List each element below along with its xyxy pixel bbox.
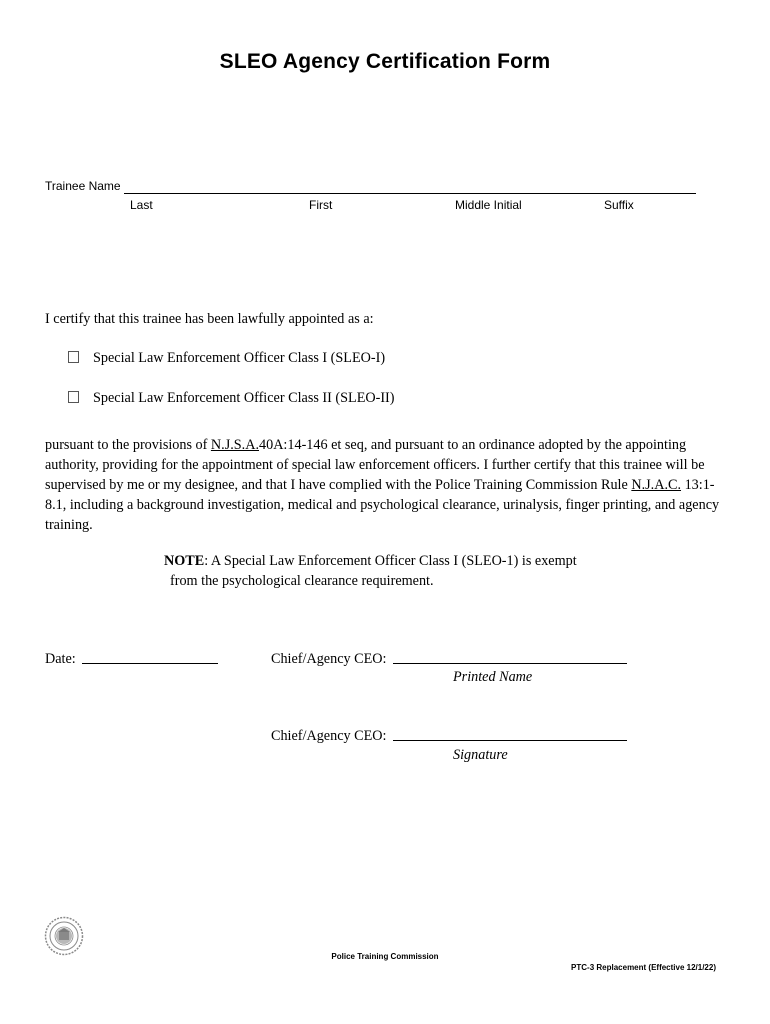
option-sleo-1[interactable] [68, 348, 385, 368]
note-line-1 [164, 551, 684, 571]
printed-name-caption: Printed Name [453, 669, 533, 685]
note-block [164, 551, 684, 591]
option-sleo-1-label: Special Law Enforcement Officer Class I (SLEO-I) [93, 350, 386, 366]
sublabel-suffix: Suffix [604, 198, 634, 212]
paragraph-part-2: 40A:14-146 et seq, and pursuant to an ordinance adopted by the appointing authority, providing for the appointment of special law enforcement officers. I further certify that this trainee will be supervised by me or my designee, and that I have complied with the Police Training Commission Rule [45, 437, 705, 493]
ceo-label-printed: Chief/Agency CEO: [271, 651, 387, 667]
ceo-signature-field[interactable] [393, 726, 627, 741]
note-text-2: from the psychological clearance requirement. [170, 573, 434, 589]
paragraph-part-1: pursuant to the provisions of [45, 437, 211, 453]
option-sleo-2[interactable] [68, 388, 395, 408]
date-field[interactable] [82, 649, 218, 664]
state-seal-icon [44, 916, 84, 956]
footer-commission: Police Training Commission [331, 952, 439, 961]
ceo-printed-name-field[interactable] [393, 649, 627, 664]
checkbox-sleo-1[interactable] [68, 351, 79, 363]
option-sleo-2-label: Special Law Enforcement Officer Class II (SLEO-II) [93, 390, 395, 406]
ceo-signature-row [271, 726, 627, 746]
trainee-name-label: Trainee Name [45, 179, 121, 193]
note-label: NOTE [164, 553, 205, 569]
checkbox-sleo-2[interactable] [68, 391, 79, 403]
njsa-reference: N.J.S.A. [210, 437, 259, 453]
note-text-1: : A Special Law Enforcement Officer Class I (SLEO-1) is exempt [204, 553, 577, 569]
signature-caption: Signature [453, 747, 508, 763]
form-title: SLEO Agency Certification Form [219, 50, 551, 73]
date-row [45, 649, 218, 669]
njac-reference: N.J.A.C. [631, 477, 682, 493]
ceo-printed-row [271, 649, 627, 669]
footer-form-id: PTC-3 Replacement (Effective 12/1/22) [571, 963, 716, 972]
trainee-name-field[interactable] [124, 193, 696, 194]
date-label: Date: [45, 651, 76, 667]
sublabel-first: First [309, 198, 333, 212]
certify-intro: I certify that this trainee has been lawfully appointed as a: [45, 311, 374, 327]
paragraph-part-3: 13:1-8.1, including a background investigation, medical and psychological clearance, urinalysis, finger printing, and agency training. [45, 477, 720, 533]
certification-paragraph [45, 435, 735, 535]
sublabel-last: Last [130, 198, 153, 212]
sublabel-middle-initial: Middle Initial [455, 198, 522, 212]
ceo-label-signature: Chief/Agency CEO: [271, 728, 387, 744]
